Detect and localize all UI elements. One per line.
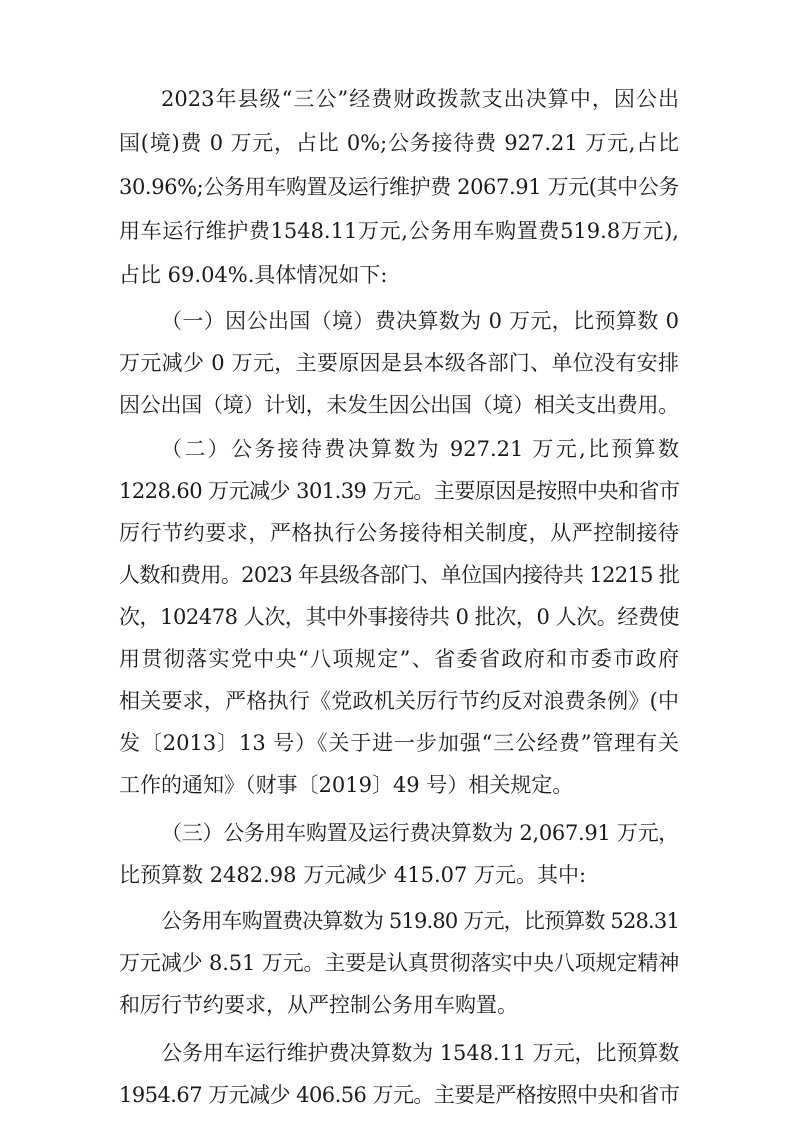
paragraph-line: 次，102478 人次，其中外事接待共 0 批次，0 人次。经费使: [119, 605, 679, 629]
paragraph-line: 占比 69.04%.具体情况如下:: [119, 263, 388, 287]
paragraph-line: （三）公务用车购置及运行费决算数为 2,067.91 万元，: [161, 821, 679, 845]
paragraph-line: 发〔2013〕13 号）《关于进一步加强“三公经费”管理有关: [119, 731, 679, 755]
paragraph-line: 公务用车运行维护费决算数为 1548.11 万元，比预算数: [161, 1041, 680, 1065]
paragraph-line: 万元减少 8.51 万元。主要是认真贯彻落实中央八项规定精神: [119, 951, 680, 975]
paragraph-line: 用车运行维护费1548.11万元,公务用车购置费519.8万元),: [119, 219, 679, 243]
paragraph-line: （一）因公出国（境）费决算数为 0 万元，比预算数 0: [161, 309, 679, 333]
paragraph-line: 公务用车购置费决算数为 519.80 万元，比预算数 528.31: [161, 909, 679, 933]
paragraph-line: 30.96%;公务用车购置及运行维护费 2067.91 万元(其中公务: [119, 175, 679, 199]
paragraph-line: （二）公务接待费决算数为 927.21 万元,比预算数: [161, 437, 679, 461]
paragraph-line: 用贯彻落实党中央“八项规定”、省委省政府和市委市政府: [119, 647, 679, 671]
paragraph-line: 和厉行节约要求，从严控制公务用车购置。: [119, 993, 518, 1017]
paragraph-line: 1954.67 万元减少 406.56 万元。主要是严格按照中央和省市: [119, 1083, 680, 1107]
paragraph-line: 比预算数 2482.98 万元减少 415.07 万元。其中:: [119, 863, 587, 887]
paragraph-line: 相关要求，严格执行《党政机关厉行节约反对浪费条例》(中: [119, 689, 679, 713]
paragraph-line: 2023年县级“三公”经费财政拨款支出决算中，因公出: [161, 87, 679, 111]
paragraph-line: 国(境)费 0 万元，占比 0%;公务接待费 927.21 万元,占比: [119, 131, 679, 155]
paragraph-line: 1228.60 万元减少 301.39 万元。主要原因是按照中央和省市: [119, 479, 680, 503]
paragraph-line: 因公出国（境）计划，未发生因公出国（境）相关支出费用。: [119, 393, 679, 417]
paragraph-line: 万元减少 0 万元，主要原因是县本级各部门、单位没有安排: [119, 351, 679, 375]
paragraph-line: 工作的通知》（财事〔2019〕49 号）相关规定。: [119, 773, 574, 797]
paragraph-line: 厉行节约要求，严格执行公务接待相关制度，从严控制接待: [119, 521, 679, 545]
paragraph-line: 人数和费用。2023 年县级各部门、单位国内接待共 12215 批: [119, 563, 680, 587]
